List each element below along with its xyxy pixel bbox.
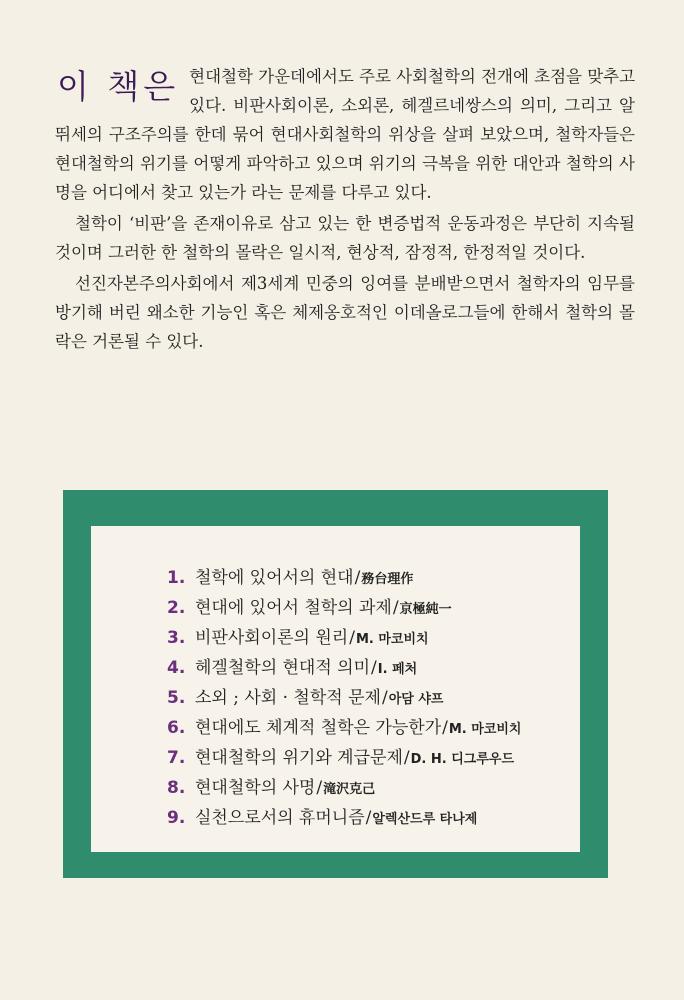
toc-item-author: 務台理作 [361, 572, 414, 587]
intro-paragraph-1-text: 현대철학 가운데에서도 주로 사회철학의 전개에 초점을 맞추고 있다. 비판사회이론, 소외론, 헤겔르네쌍스의 의미, 그리고 알뛰세의 구조주의를 한데 묶어 현대사회철학의 위상을 살펴 보았으며, 철학자들은 현대철학의 위기를 어떻게 파악하고 있으며 위기의 극복을 위한 대안과 철학의 사명을 어디에서 찾고 있는가 라는 문제를 다루고 있다. [55, 67, 636, 202]
toc-item-title: 현대철학의 사명 [195, 778, 316, 798]
toc-item-title: 철학에 있어서의 현대 [195, 568, 354, 588]
toc-item-author: I. 페처 [377, 662, 418, 677]
toc-item [167, 744, 597, 774]
intro-paragraph-1 [55, 62, 635, 207]
toc-item-author: 아담 샤프 [388, 692, 444, 707]
toc-separator: / [403, 748, 410, 768]
toc-separator: / [371, 658, 377, 678]
toc-item [167, 684, 597, 714]
toc-separator: / [392, 598, 399, 618]
toc-item-author: M. 마코비치 [448, 722, 522, 737]
toc-item-number: 2. [167, 598, 186, 618]
toc-item-number: 4. [167, 658, 186, 678]
toc-item-number: 9. [167, 808, 186, 828]
toc-item-author: 滝沢克己 [323, 782, 376, 797]
toc-item-number: 5. [167, 688, 186, 708]
toc-item-author: M. 마코비치 [355, 632, 429, 647]
intro-paragraph-3: 선진자본주의사회에서 제3세계 민중의 잉여를 분배받으면서 철학자의 임무를 방기해 버린 왜소한 기능인 혹은 체제옹호적인 이데올로그들에 한해서 철학의 몰락은 거론될 수 있다. [55, 274, 635, 351]
toc-item-title: 비판사회이론의 원리 [195, 628, 349, 648]
contents-panel [91, 526, 580, 852]
toc-separator: / [442, 718, 448, 738]
toc-item [167, 624, 597, 654]
toc-item-title: 현대에도 체계적 철학은 가능한가 [195, 718, 442, 738]
toc-item-author: D. H. 디그루우드 [410, 752, 514, 767]
toc-separator: / [365, 808, 372, 828]
toc-separator: / [316, 778, 323, 798]
contents-frame [63, 490, 608, 878]
table-of-contents [167, 564, 597, 834]
toc-item [167, 594, 597, 624]
toc-item-number: 8. [167, 778, 186, 798]
toc-item [167, 714, 597, 744]
toc-item-author: 알렉산드루 타나제 [372, 812, 478, 827]
toc-item-title: 현대에 있어서 철학의 과제 [195, 598, 392, 618]
toc-item-number: 6. [167, 718, 186, 738]
intro-paragraph-2: 철학이 ‘비판’을 존재이유로 삼고 있는 한 변증법적 운동과정은 부단히 지속될 것이며 그러한 한 철학의 몰락은 일시적, 현상적, 잠정적, 한정적일 것이다. [55, 214, 635, 262]
toc-item-number: 1. [167, 568, 186, 588]
toc-item-title: 현대철학의 위기와 계급문제 [195, 748, 403, 768]
toc-item-number: 7. [167, 748, 186, 768]
toc-item-title: 소외 ; 사회 · 철학적 문제 [195, 688, 381, 708]
toc-item [167, 654, 597, 684]
toc-separator: / [381, 688, 388, 708]
toc-item-title: 헤겔철학의 현대적 의미 [195, 658, 371, 678]
toc-item-number: 3. [167, 628, 186, 648]
toc-separator: / [354, 568, 361, 588]
toc-item-title: 실천으로서의 휴머니즘 [195, 808, 365, 828]
toc-separator: / [349, 628, 355, 648]
toc-item [167, 564, 597, 594]
toc-item [167, 804, 597, 834]
toc-item-author: 京極純一 [399, 602, 452, 617]
toc-item [167, 774, 597, 804]
lead-title: 이 책은 [57, 67, 180, 106]
intro-text [55, 62, 635, 356]
